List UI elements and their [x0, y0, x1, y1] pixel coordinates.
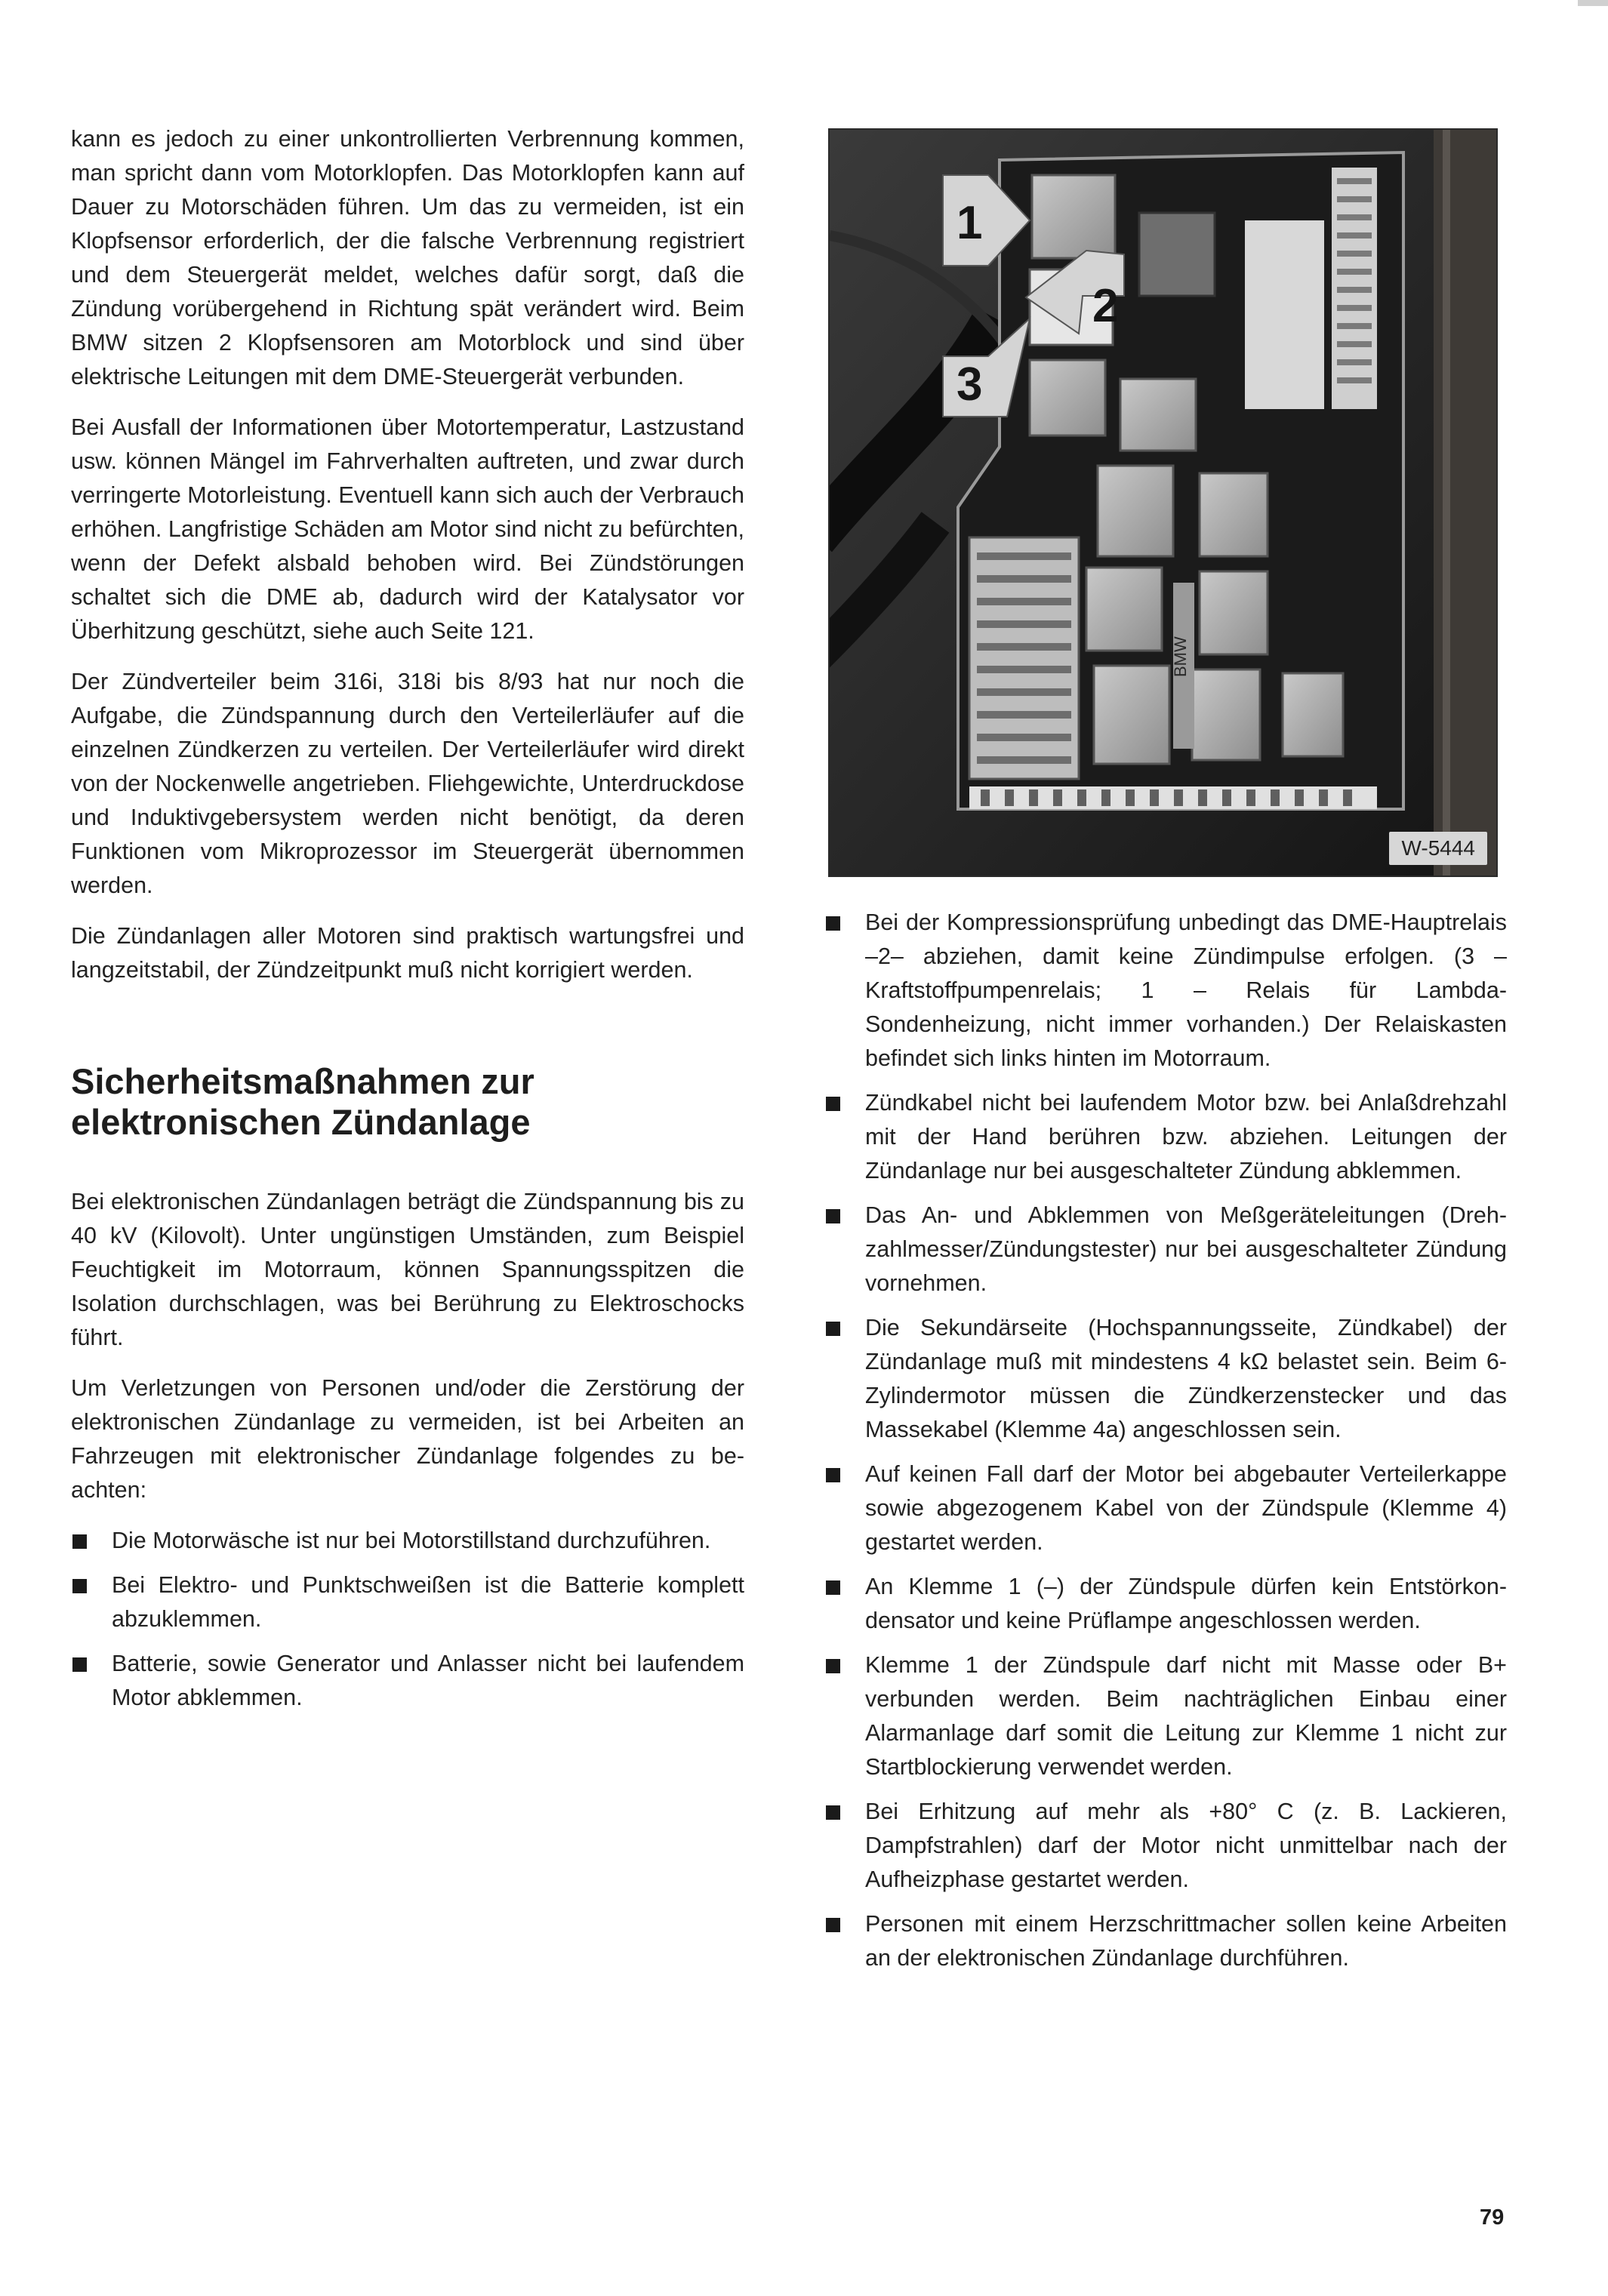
paragraph-wartungsfrei: Die Zündanlagen aller Motoren sind praktisch wartungsfrei und langzeitstabil, der Zündzeitpunkt muß nicht korrigiert werden. [71, 923, 744, 983]
photo-label-1: 1 [956, 197, 983, 249]
photo-label-3: 3 [956, 359, 983, 411]
list-item-text: Die Motorwäsche ist nur bei Motorstillstand durchzuführen. [112, 1528, 711, 1553]
bullet-square-icon [826, 1805, 840, 1820]
list-item-text: Batterie, sowie Generator und Anlasser nicht bei laufendem Motor abklemmen. [112, 1651, 744, 1710]
list-item [71, 1647, 744, 1715]
list-item [824, 1795, 1507, 1897]
list-item-text: Personen mit einem Herzschrittmacher sollen keine Arbeiten an der elektronischen Zündanlage durchführen. [865, 1911, 1507, 1971]
list-item-text: Die Sekundärseite (Hochspannungsseite, Zündkabel) der Zündanlage muß mit mindestens 4 kΩ belastet sein. Beim 6-Zylindermotor müssen die Zündkerzenstecker und das Massekabel (Klemme 4a) angeschlossen sein. [865, 1315, 1507, 1442]
right-column [824, 906, 1507, 1986]
list-item-text: Bei der Kompressionsprüfung unbedingt das DME-Hauptrelais –2– abziehen, damit keine Zündimpulse erfolgen. (3 – Kraftstoffpumpenrelais; 1 – Relais für Lambda-Sondenheizung, nicht immer vorhanden.) Der Relaiskasten befindet sich links hinten im Motorraum. [865, 909, 1507, 1071]
list-item [71, 1524, 744, 1558]
list-item [824, 1907, 1507, 1975]
photo-brand-label: BMW [1171, 636, 1190, 677]
paragraph-zuendverteiler: Der Zündverteiler beim 316i, 318i bis 8/93 hat nur noch die Aufgabe, die Zündspannung durch den Verteilerläufer auf die einzelnen Zündkerzen zu verteilen. Der Verteilerläufer wird direkt von der Nockenwelle angetrieben. Fliehgewichte, Unterdruckdose und Induktivgebersystem werden nicht benötigt, da deren Funktionen vom Mikroprozessor im Steuergerät übernommen werden. [71, 669, 744, 898]
paragraph-klopfsensor: kann es jedoch zu einer unkontrollierten Verbrennung kommen, man spricht dann vom Motorklopfen. Das Motorklopfen kann auf Dauer zu Motorschäden führen. Um das zu vermeiden, ist ein Klopfsensor erforderlich, der die falsche Verbrennung registriert und dem Steuergerät meldet, welches dafür sorgt, daß die Zündung vorübergehend in Richtung spät verändert wird. Beim BMW sitzen 2 Klopfsensoren am Motorblock und sind über elektrische Leitungen mit dem DME-Steuergerät verbunden. [71, 126, 744, 389]
paragraph-ausfall: Bei Ausfall der Informationen über Motortemperatur, Lastzustand usw. können Mängel im Fahrverhalten auftreten, und zwar durch verringerte Motorleistung. Eventuell kann sich auch der Verbrauch erhöhen. Langfristige Schäden am Motor sind nicht zu befürchten, wenn der Defekt alsbald behoben wird. Bei Zündstörungen schaltet sich die DME ab, dadurch wird der Katalysator vor Überhitzung geschützt, siehe auch Seite 121. [71, 414, 744, 644]
list-item [824, 1311, 1507, 1447]
list-item-text: Klemme 1 der Zündspule darf nicht mit Masse oder B+ verbunden werden. Beim nachträglichen Einbau einer Alarmanlage darf somit die Leitung zur Klemme 1 nicht zur Startblockierung verwendet werden. [865, 1652, 1507, 1780]
bullet-square-icon [72, 1534, 87, 1549]
list-item-text: Bei Elektro- und Punktschweißen ist die Batterie komplett abzuklemmen. [112, 1572, 744, 1632]
list-item [824, 1570, 1507, 1638]
bullet-square-icon [826, 916, 840, 931]
photo-label-2: 2 [1092, 280, 1119, 332]
bullet-square-icon [826, 1918, 840, 1932]
list-item [824, 906, 1507, 1076]
relay-box-illustration [830, 130, 1496, 876]
bullet-square-icon [826, 1322, 840, 1336]
relay-box-photo [828, 128, 1498, 877]
list-item-text: Bei Erhitzung auf mehr als +80° C (z. B. Lackieren, Dampfstrahlen) darf der Motor nicht unmittelbar nach der Aufheizphase gestartet werden. [865, 1799, 1507, 1892]
page-edge-mark [1578, 0, 1608, 6]
list-item-text: Das An- und Abklemmen von Meßgeräteleitungen (Drehzahlmesser/Zündungstester) nur bei ausgeschalteter Zündung vornehmen. [865, 1202, 1507, 1296]
list-item-text: Zündkabel nicht bei laufendem Motor bzw. bei Anlaßdrehzahl mit der Hand berühren bzw. abziehen. Leitungen der Zündanlage nur bei ausgeschalteter Zündung abklemmen. [865, 1090, 1507, 1183]
right-bullet-list [824, 906, 1507, 1975]
list-item [824, 1199, 1507, 1300]
list-item [824, 1457, 1507, 1559]
paragraph-verletzungen: Um Verletzungen von Personen und/oder die Zerstörung der elektronischen Zündanlage zu vermeiden, ist bei Arbeiten an Fahrzeugen mit elektronischer Zündanlage folgendes zu beachten: [71, 1375, 744, 1503]
bullet-square-icon [826, 1468, 840, 1482]
left-bullet-list [71, 1524, 744, 1715]
bullet-square-icon [826, 1580, 840, 1595]
bullet-square-icon [826, 1209, 840, 1223]
page-number: 79 [1480, 2205, 1505, 2230]
list-item [824, 1648, 1507, 1784]
section-heading: Sicherheitsmaßnahmen zur elektronischen Zündanlage [71, 1061, 534, 1142]
bullet-square-icon [826, 1097, 840, 1111]
photo-code-label: W-5444 [1389, 832, 1487, 865]
paragraph-zuendspannung: Bei elektronischen Zündanlagen beträgt die Zündspannung bis zu 40 kV (Kilovolt). Unter ungünstigen Umständen, zum Beispiel Feuchtigkeit im Motorraum, können Spannungsspitzen die Isolation durchschlagen, was bei Berührung zu Elektroschocks führt. [71, 1189, 744, 1350]
bullet-square-icon [72, 1657, 87, 1672]
list-item-text: An Klemme 1 (–) der Zündspule dürfen kein Entstörkondensator und keine Prüflampe angeschlossen werden. [865, 1574, 1507, 1633]
bullet-square-icon [72, 1579, 87, 1593]
left-column [71, 122, 744, 1725]
list-item [824, 1086, 1507, 1188]
list-item-text: Auf keinen Fall darf der Motor bei abgebauter Verteilerkappe sowie abgezogenem Kabel von der Zündspule (Klemme 4) gestartet werden. [865, 1461, 1507, 1555]
bullet-square-icon [826, 1659, 840, 1673]
list-item [71, 1568, 744, 1636]
